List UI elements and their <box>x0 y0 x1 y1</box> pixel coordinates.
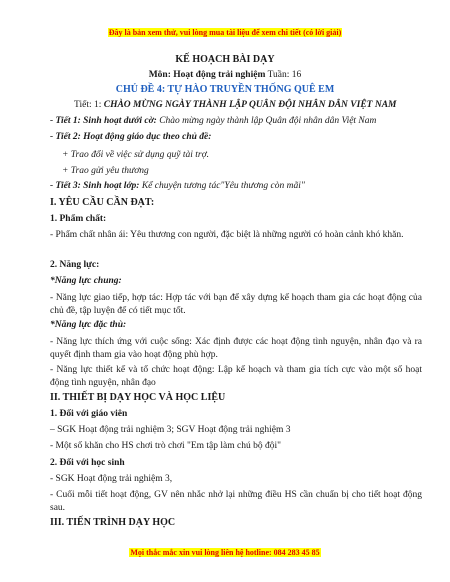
period-2-item: + Trao gửi yêu thương <box>62 166 149 176</box>
teacher-item: – SGK Hoạt động trải nghiệm 3; SGV Hoạt động trải nghiệm 3 <box>50 425 291 435</box>
design-paragraph: - Năng lực thiết kế và tổ chức hoạt động: Lập kế hoạch và tham gia tích cực vào một số hoạt động tình nguyện, nhân đạo <box>50 365 422 388</box>
qualities-paragraph: - Phẩm chất nhân ái: Yêu thương con người, đặc biệt là những người có hoàn cảnh khó khăn. <box>50 230 404 240</box>
student-item: - SGK Hoạt động trải nghiệm 3, <box>50 474 173 484</box>
student-heading: 2. Đối với học sinh <box>50 458 125 468</box>
section-2-heading: II. THIẾT BỊ DẠY HỌC VÀ HỌC LIỆU <box>50 392 226 403</box>
hotline-banner <box>0 548 450 557</box>
period-1 <box>50 115 376 127</box>
period-2-label: - Tiết 2: Hoạt động giáo dục theo chủ đề: <box>50 132 212 142</box>
hotline-text: Mọi thắc mắc xin vui lòng liên hệ hotline: 084 283 45 85 <box>130 548 320 557</box>
period-2-item: + Trao đổi về việc sử dụng quỹ tài trợ. <box>62 150 210 160</box>
teacher-item: - Một số khăn cho HS chơi trò chơi "Em tập làm chú bộ đội" <box>50 441 281 451</box>
specific-competencies-heading: *Năng lực đặc thù: <box>50 320 127 330</box>
student-paragraph: - Cuối mỗi tiết hoạt động, GV nên nhắc nhở lại những điều HS cần chuẩn bị cho tiết hoạt động sau. <box>50 490 422 513</box>
section-1-heading: I. YÊU CẦU CẦN ĐẠT: <box>50 197 155 208</box>
period-3-text: Kể chuyện tương tác"Yêu thương còn mãi" <box>139 181 305 191</box>
period-3-label: - Tiết 3: Sinh hoạt lớp: <box>50 181 140 191</box>
general-competencies-heading: *Năng lực chung: <box>50 276 122 286</box>
subject-label: Môn: Hoạt động trải nghiệm <box>148 70 266 80</box>
period-1-text: Chào mừng ngày thành lập Quân đội nhân dân Việt Nam <box>156 116 377 126</box>
topic-heading: CHỦ ĐỀ 4: TỰ HÀO TRUYỀN THỐNG QUÊ EM <box>115 84 335 95</box>
teacher-heading: 1. Đối với giáo viên <box>50 409 128 419</box>
subject-line <box>0 69 450 81</box>
general-competencies-paragraph: - Năng lực giao tiếp, hợp tác: Hợp tác với bạn để xây dựng kế hoạch tham gia các hoạt động của chủ đề, tập luyện để có tiết mục tốt. <box>50 293 422 316</box>
competencies-heading: 2. Năng lực: <box>50 260 100 270</box>
section-3-heading: III. TIẾN TRÌNH DẠY HỌC <box>50 517 176 528</box>
week-label: Tuần: 16 <box>265 70 302 80</box>
document-title: KẾ HOẠCH BÀI DẠY <box>175 54 275 65</box>
period-3 <box>50 180 305 192</box>
period-1-label: - Tiết 1: Sinh hoạt dưới cờ: <box>50 116 157 126</box>
lesson-title: CHÀO MỪNG NGÀY THÀNH LẬP QUÂN ĐỘI NHÂN DÂN VIỆT NAM <box>103 100 397 110</box>
qualities-heading: 1. Phẩm chất: <box>50 214 107 224</box>
preview-notice-text: Đây là bản xem thử, vui lòng mua tài liệu để xem chi tiết (có lời giải) <box>108 28 342 37</box>
preview-notice-banner <box>0 28 450 37</box>
adaptation-paragraph: - Năng lực thích ứng với cuộc sống: Xác định được các hoạt động tình nguyện, nhân đạo và ra quyết định tham gia vào hoạt động phù hợp. <box>50 337 422 360</box>
lesson-prefix: Tiết: 1: <box>74 100 104 110</box>
lesson-line <box>74 99 397 111</box>
